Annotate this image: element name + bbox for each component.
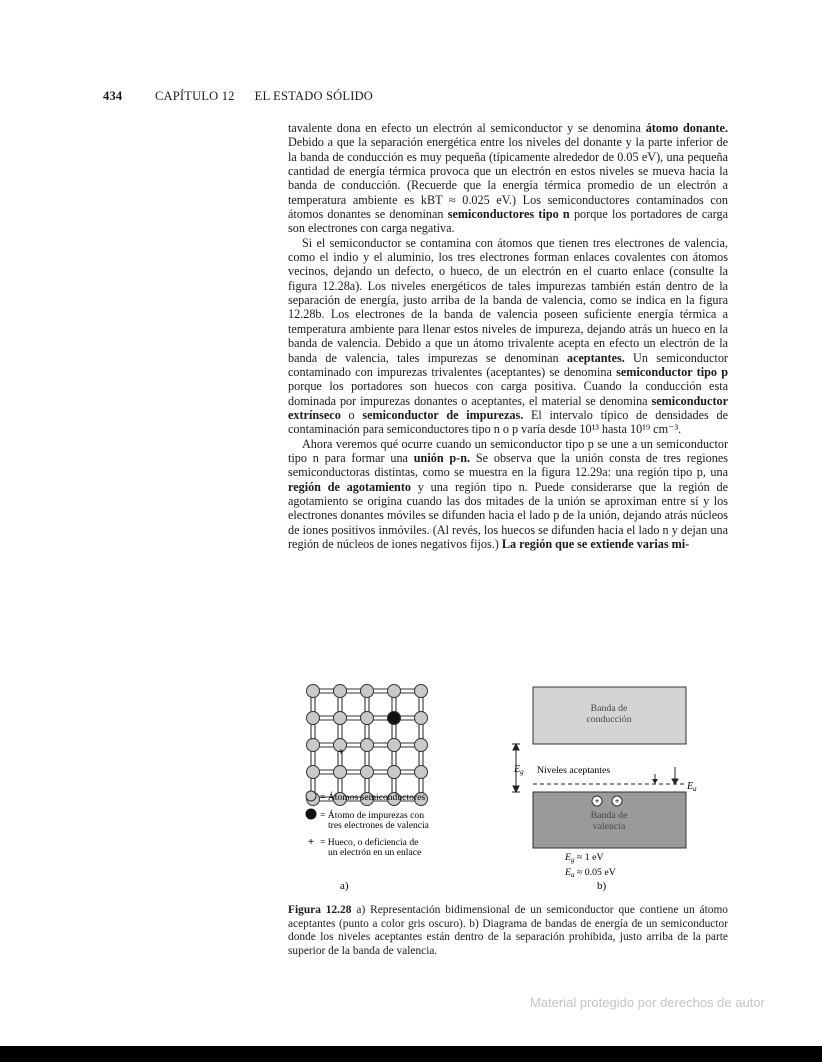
legend — [306, 791, 430, 858]
legend-hole-icon: + — [307, 836, 315, 848]
p1-text-1: tavalente dona en efecto un electrón al semiconductor y se denomina — [288, 121, 646, 135]
p1-text-3: ) Los semiconductores contaminados con átomos donantes se denominan — [288, 192, 728, 222]
semiconductor-atom — [307, 712, 320, 725]
p1-text-2: Debido a que la separación energética entre los niveles del donante y la parte inferior de la banda de conducción es muy pequeña (típicamente alrededor de 0.05 eV), una pequeña cantidad de energía térmica provoca que un electrón en estos niveles se mueva hacia la banda de conducción. (Recuerde que la energía térmica promedio de un electrón a temperatura ambiente es — [288, 135, 728, 207]
impurity-atom — [388, 712, 401, 725]
legend-impurity-text-2: tres electrones de valencia — [328, 820, 429, 831]
figure-band-diagram — [505, 683, 720, 898]
semiconductor-atom — [334, 685, 347, 698]
semiconductor-atom — [388, 766, 401, 779]
valence-band-label-1: Banda de — [590, 810, 628, 821]
acceptor-levels-label: Niveles aceptantes — [537, 765, 611, 776]
legend-impurity-text-1: = Átomo de impurezas con — [320, 810, 424, 821]
figure-a-label: a) — [340, 880, 349, 892]
bottom-bar — [0, 1046, 822, 1062]
page-number: 434 — [103, 89, 123, 103]
semiconductor-atom — [307, 685, 320, 698]
term-n-type: semiconductores tipo n — [447, 207, 570, 222]
semiconductor-atom — [361, 685, 374, 698]
semiconductor-atom — [307, 766, 320, 779]
hole-marker-1-sign: + — [594, 797, 600, 806]
term-p-type: semiconductor tipo p — [616, 364, 728, 379]
semiconductor-atom — [415, 685, 428, 698]
semiconductor-atom — [361, 739, 374, 752]
p3-text-3: y una región tipo n. Puede considerarse que la región de agotamiento se origina cuando las dos mitades de la unión se aproximan entre sí y los electrones donantes móviles se difunden hacia el lado p de la unión, dejando atrás núcleos de iones positivos inmóviles. (Al revés, los huecos se difunden hacia el lado n y dejan una región de núcleos de iones negativos fijos.) — [288, 479, 729, 551]
ea-label: $E_a$ — [687, 781, 697, 793]
acceptor-pointer-head — [652, 779, 658, 784]
legend-hole-text-2: un electrón en un enlace — [328, 847, 422, 858]
caption-text: a) Representación bidimensional de un semiconductor que contiene un átomo aceptantes (punto a color gris oscuro). b) Diagrama de bandas de energía de un semiconductor donde los niveles aceptantes están dentro de la separación prohibida, justo arriba de la parte superior de la banda de valencia. — [288, 904, 728, 957]
term-donor-atom: átomo donante. — [645, 121, 729, 135]
legend-hole-text-1: = Hueco, o deficiencia de — [320, 837, 419, 848]
lattice-atoms — [307, 685, 428, 806]
term-acceptors: aceptantes. — [566, 350, 625, 365]
p2-text-4: o — [340, 407, 363, 422]
semiconductor-atom — [307, 739, 320, 752]
semiconductor-atom — [388, 739, 401, 752]
copyright-watermark: Material protegido por derechos de autor — [530, 995, 765, 1010]
conduction-band-label-2: conducción — [586, 714, 632, 725]
page-header — [103, 89, 373, 104]
semiconductor-atom — [361, 766, 374, 779]
p1-text-4: porque los portadores de carga son electrones con carga negativa. — [288, 207, 729, 236]
thermal-energy-formula: kBT ≈ 0.025 eV. — [420, 192, 512, 207]
eg-value: $E_g \approx 1$ eV — [565, 852, 604, 864]
p2-text-1: Si el semiconductor se contamina con átomos que tienen tres electrones de valencia, como el indio y el aluminio, los tres electrones forman enlaces covalentes con átomos vecinos, dejando un defecto, o hueco, de un electrón en el cuarto enlace (consulte la figura 12.28a). Los niveles energéticos de tales impurezas también están dentro de la separación de energía, justo arriba de la banda de valencia, como se indica en la figura 12.28b. Los electrones de la banda de valencia poseen suficiente energía térmica a temperatura ambiente para llenar estos niveles de impureza, dejando atrás un hueco en la banda de valencia. Debido a que un átomo trivalente acepta en efecto un electrón de la banda de valencia, tales impurezas se denominan — [288, 235, 728, 365]
p3-bold-continuation: La región que se extiende varias mi- — [501, 536, 690, 551]
figure-lattice-diagram — [300, 683, 470, 898]
legend-impurity-icon — [306, 809, 316, 819]
p2-text-2: Un semiconductor contaminado con impurezas trivalentes (aceptantes) se denomina — [288, 350, 728, 379]
semiconductor-atom — [388, 685, 401, 698]
chapter-title: EL ESTADO SÓLIDO — [254, 89, 374, 103]
p2-text-5: El intervalo típico de densidades de contaminación para semiconductores tipo n o p varía desde 10¹³ hasta 10¹⁹ cm⁻³. — [288, 407, 728, 437]
paragraph-1 — [288, 121, 728, 236]
legend-semiconductor-text: = Átomos semiconductores — [320, 792, 426, 803]
p3-text-2: Se observa que la unión consta de tres regiones semiconductoras distintas, como se muestra en la figura 12.29a: una región tipo p, una — [288, 450, 729, 480]
term-extrinsic: semiconductor extrínseco — [288, 393, 728, 422]
semiconductor-atom — [415, 739, 428, 752]
hole-symbol: + — [337, 746, 345, 758]
caption-label: Figura 12.28 — [288, 904, 352, 916]
term-impurity-semiconductor: semiconductor de impurezas. — [362, 407, 524, 422]
legend-semiconductor-icon — [306, 791, 316, 801]
semiconductor-atom — [334, 766, 347, 779]
figure-caption — [288, 904, 728, 958]
chapter-number: CAPÍTULO 12 — [155, 89, 235, 103]
valence-band-label-2: valencia — [592, 821, 626, 832]
semiconductor-atom — [415, 766, 428, 779]
ea-value: $E_a \approx 0.05$ eV — [565, 867, 616, 879]
hole-marker-2-sign: + — [614, 797, 620, 806]
eg-label: $E_g$ — [514, 764, 524, 776]
semiconductor-atom — [361, 712, 374, 725]
p3-text-1: Ahora veremos qué ocurre cuando un semiconductor tipo p se une a un semiconductor tipo n para formar una — [288, 436, 728, 465]
semiconductor-atom — [415, 712, 428, 725]
figure-b-label: b) — [597, 880, 607, 892]
paragraph-2 — [288, 236, 728, 437]
p2-text-3: porque los portadores son huecos con carga positiva. Cuando la conducción esta dominada por impurezas donantes o aceptantes, el material se denomina — [288, 379, 728, 408]
term-depletion-region: región de agotamiento — [288, 479, 411, 494]
body-text — [288, 121, 728, 551]
paragraph-3 — [288, 437, 728, 552]
conduction-band-label-1: Banda de — [590, 703, 628, 714]
semiconductor-atom — [334, 712, 347, 725]
term-pn-junction: unión p-n. — [413, 450, 471, 465]
